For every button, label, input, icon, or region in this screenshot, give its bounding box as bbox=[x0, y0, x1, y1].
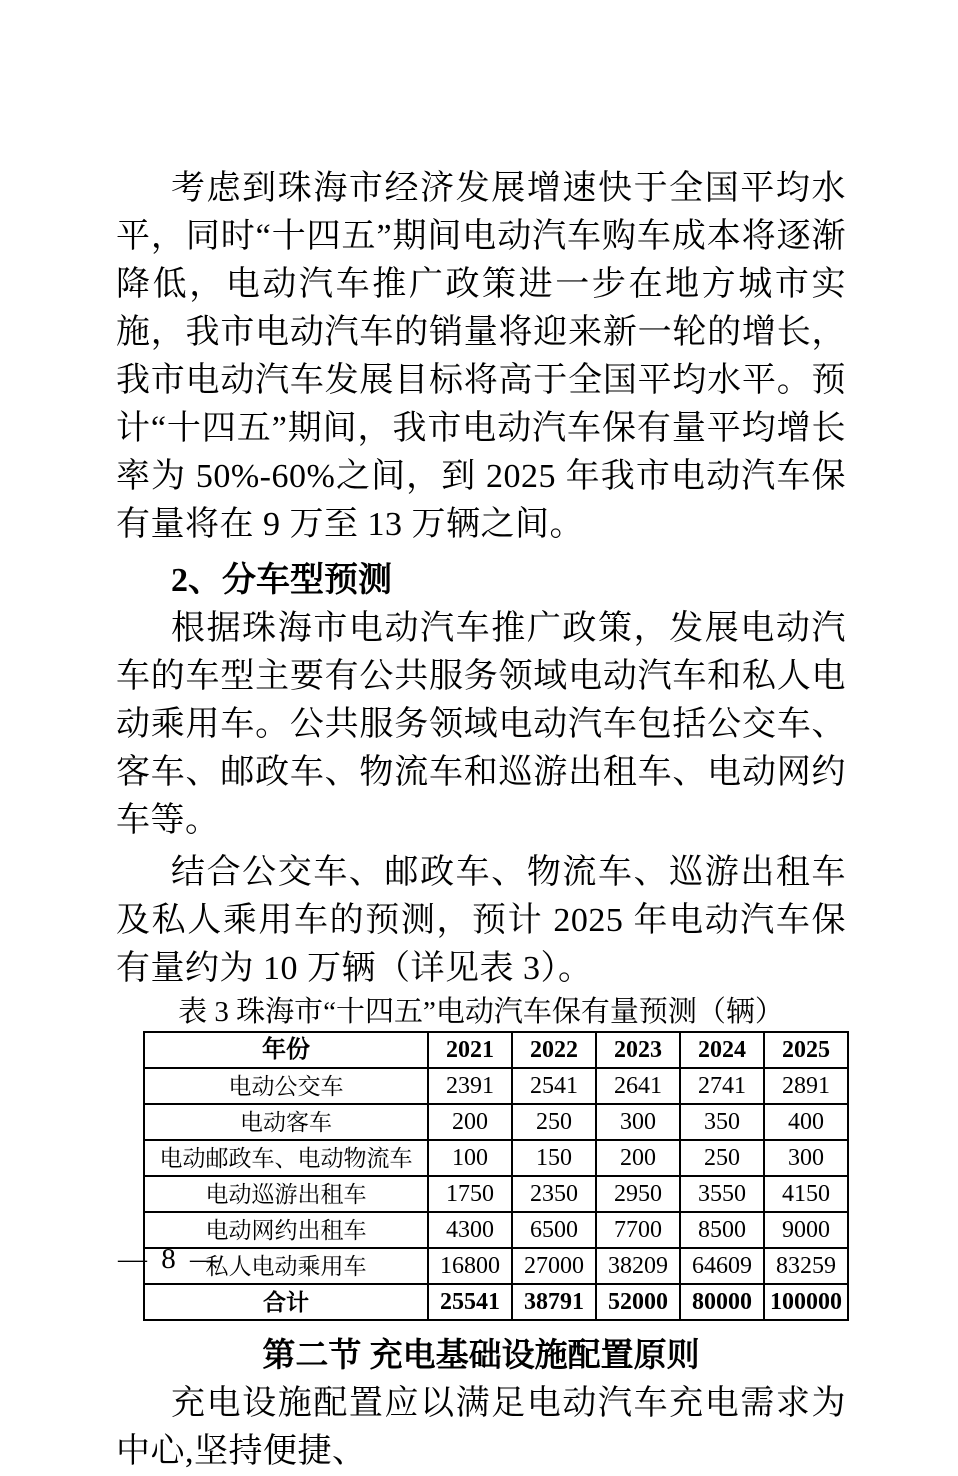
cell-value: 150 bbox=[512, 1140, 596, 1176]
cell-value: 25541 bbox=[428, 1284, 512, 1320]
cell-value: 2741 bbox=[680, 1068, 764, 1104]
cell-value: 3550 bbox=[680, 1176, 764, 1212]
content-area bbox=[116, 0, 846, 1476]
table-header-2024: 2024 bbox=[680, 1032, 764, 1068]
cell-value: 7700 bbox=[596, 1212, 680, 1248]
cell-value: 52000 bbox=[596, 1284, 680, 1320]
cell-value: 100 bbox=[428, 1140, 512, 1176]
ev-ownership-forecast-table bbox=[143, 1031, 849, 1321]
cell-value: 250 bbox=[512, 1104, 596, 1140]
row-label: 电动邮政车、电动物流车 bbox=[144, 1140, 428, 1176]
cell-value: 4150 bbox=[764, 1176, 848, 1212]
table-row bbox=[144, 1140, 848, 1176]
table-header-row bbox=[144, 1032, 848, 1068]
cell-value: 38209 bbox=[596, 1248, 680, 1284]
cell-value: 400 bbox=[764, 1104, 848, 1140]
cell-value: 9000 bbox=[764, 1212, 848, 1248]
cell-value: 200 bbox=[428, 1104, 512, 1140]
row-label: 电动客车 bbox=[144, 1104, 428, 1140]
cell-value: 16800 bbox=[428, 1248, 512, 1284]
cell-value: 2641 bbox=[596, 1068, 680, 1104]
cell-value: 2541 bbox=[512, 1068, 596, 1104]
heading-section-charging-principles: 第二节 充电基础设施配置原则 bbox=[262, 1338, 700, 1374]
table-row bbox=[144, 1212, 848, 1248]
heading-vehicle-type-forecast: 2、分车型预测 bbox=[171, 562, 392, 599]
cell-value: 8500 bbox=[680, 1212, 764, 1248]
cell-value: 200 bbox=[596, 1140, 680, 1176]
row-label: 私人电动乘用车 bbox=[144, 1248, 428, 1284]
table-row bbox=[144, 1068, 848, 1104]
cell-value: 38791 bbox=[512, 1284, 596, 1320]
cell-value: 64609 bbox=[680, 1248, 764, 1284]
table-header-2021: 2021 bbox=[428, 1032, 512, 1068]
table-header-year: 年份 bbox=[144, 1032, 428, 1068]
paragraph-forecast-overview: 考虑到珠海市经济发展增速快于全国平均水平，同时“十四五”期间电动汽车购车成本将逐渐降低，电动汽车推广政策进一步在地方城市实施，我市电动汽车的销量将迎来新一轮的增长，我市电动汽车发展目标将高于全国平均水平。预计“十四五”期间，我市电动汽车保有量平均增长率为 50%-60%之间，到 2025 年我市电动汽车保有量将在 9 万至 13 万辆之间。 bbox=[116, 170, 846, 543]
cell-value: 100000 bbox=[764, 1284, 848, 1320]
paragraph-charging-config: 充电设施配置应以满足电动汽车充电需求为中心,坚持便捷、 bbox=[116, 1385, 846, 1470]
cell-value: 2350 bbox=[512, 1176, 596, 1212]
cell-value: 2891 bbox=[764, 1068, 848, 1104]
table-header-2022: 2022 bbox=[512, 1032, 596, 1068]
cell-value: 4300 bbox=[428, 1212, 512, 1248]
table-row bbox=[144, 1248, 848, 1284]
paragraph-forecast-summary: 结合公交车、邮政车、物流车、巡游出租车及私人乘用车的预测，预计 2025 年电动汽车保有量约为 10 万辆（详见表 3）。 bbox=[116, 854, 846, 987]
table-header-2023: 2023 bbox=[596, 1032, 680, 1068]
cell-value: 80000 bbox=[680, 1284, 764, 1320]
cell-value: 1750 bbox=[428, 1176, 512, 1212]
cell-value: 2391 bbox=[428, 1068, 512, 1104]
cell-value: 350 bbox=[680, 1104, 764, 1140]
table-total-row bbox=[144, 1284, 848, 1320]
cell-value: 27000 bbox=[512, 1248, 596, 1284]
row-label: 电动公交车 bbox=[144, 1068, 428, 1104]
cell-value: 83259 bbox=[764, 1248, 848, 1284]
row-label: 电动巡游出租车 bbox=[144, 1176, 428, 1212]
page-number: — 8 — bbox=[118, 1243, 219, 1275]
table-header-2025: 2025 bbox=[764, 1032, 848, 1068]
table-row bbox=[144, 1176, 848, 1212]
table-caption: 表 3 珠海市“十四五”电动汽车保有量预测（辆） bbox=[178, 996, 784, 1028]
row-label-total: 合计 bbox=[144, 1284, 428, 1320]
paragraph-vehicle-types: 根据珠海市电动汽车推广政策，发展电动汽车的车型主要有公共服务领域电动汽车和私人电动乘用车。公共服务领域电动汽车包括公交车、客车、邮政车、物流车和巡游出租车、电动网约车等。 bbox=[116, 610, 846, 839]
row-label: 电动网约出租车 bbox=[144, 1212, 428, 1248]
cell-value: 2950 bbox=[596, 1176, 680, 1212]
cell-value: 300 bbox=[596, 1104, 680, 1140]
table-row bbox=[144, 1104, 848, 1140]
cell-value: 250 bbox=[680, 1140, 764, 1176]
cell-value: 300 bbox=[764, 1140, 848, 1176]
cell-value: 6500 bbox=[512, 1212, 596, 1248]
